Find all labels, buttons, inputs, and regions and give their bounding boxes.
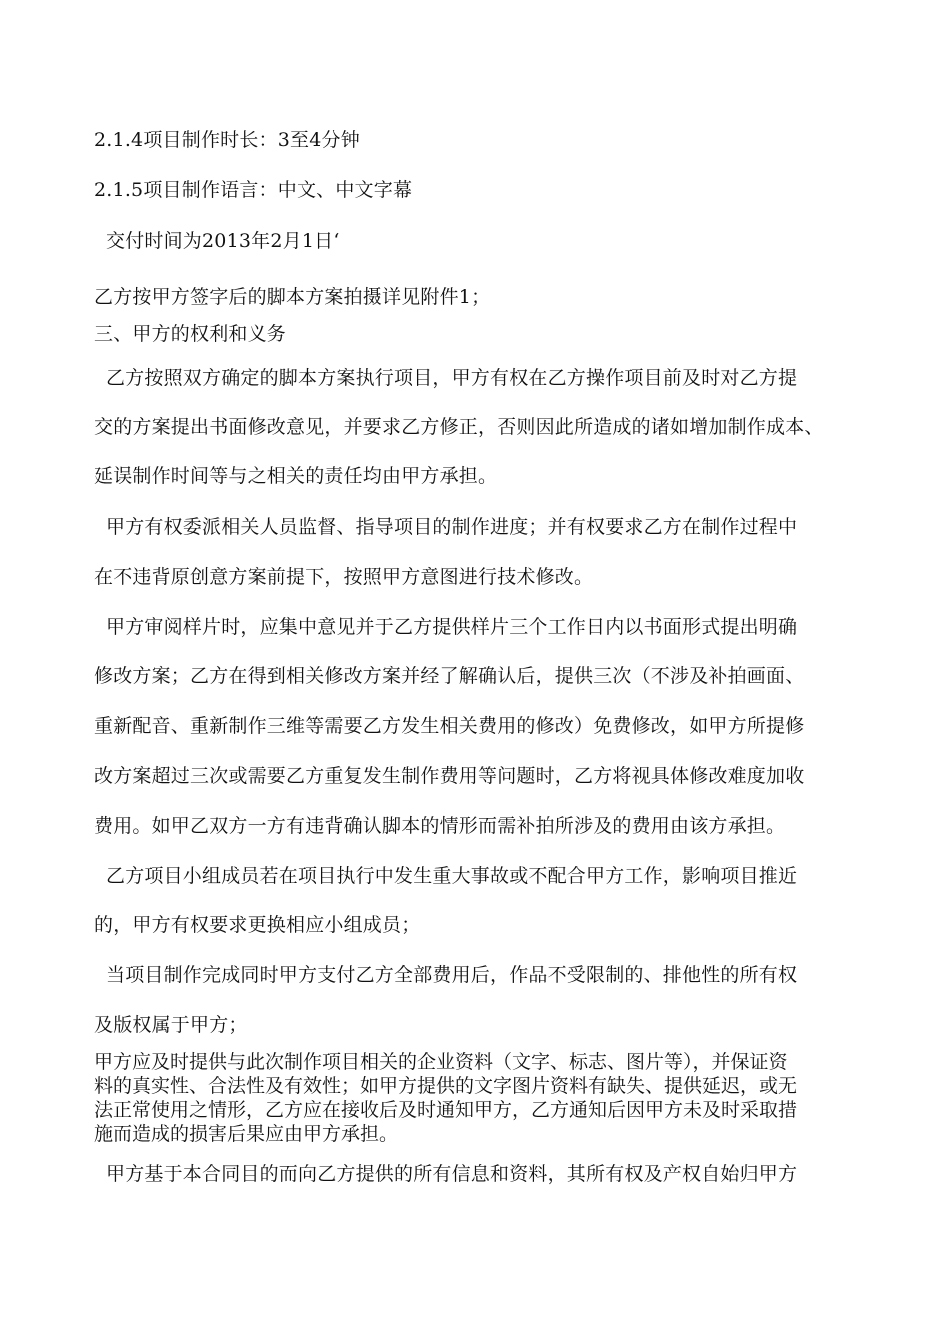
paragraph-line: 当项目制作完成同时甲方支付乙方全部费用后，作品不受限制的、排他性的所有权	[106, 964, 798, 986]
section-heading: 三、甲方的权利和义务	[94, 323, 287, 345]
text-line-language: 2.1.5项目制作语言：中文、中文字幕	[94, 179, 413, 201]
paragraph-line: 甲方有权委派相关人员监督、指导项目的制作进度；并有权要求乙方在制作过程中	[106, 516, 798, 538]
paragraph-line: 料的真实性、合法性及有效性；如甲方提供的文字图片资料有缺失、提供延迟，或无	[94, 1075, 798, 1097]
paragraph-line: 甲方应及时提供与此次制作项目相关的企业资料（文字、标志、图片等），并保证资	[94, 1051, 788, 1073]
paragraph-line: 法正常使用之情形，乙方应在接收后及时通知甲方，乙方通知后因甲方未及时采取措	[94, 1099, 798, 1121]
paragraph-line: 改方案超过三次或需要乙方重复发生制作费用等问题时，乙方将视具体修改难度加收	[94, 765, 805, 787]
paragraph-line: 施而造成的损害后果应由甲方承担。	[94, 1123, 399, 1145]
text-line-script: 乙方按甲方签字后的脚本方案拍摄详见附件1；	[94, 286, 491, 308]
text-line-duration: 2.1.4项目制作时长：3至4分钟	[94, 129, 360, 151]
paragraph-line: 修改方案；乙方在得到相关修改方案并经了解确认后，提供三次（不涉及补拍画面、	[94, 665, 805, 687]
paragraph-line: 的，甲方有权要求更换相应小组成员；	[94, 914, 421, 936]
paragraph-line: 费用。如甲乙双方一方有违背确认脚本的情形而需补拍所涉及的费用由该方承担。	[94, 815, 786, 837]
paragraph-line: 在不违背原创意方案前提下，按照甲方意图进行技术修改。	[94, 566, 594, 588]
paragraph-line: 延误制作时间等与之相关的责任均由甲方承担。	[94, 465, 498, 487]
paragraph-line: 甲方基于本合同目的而向乙方提供的所有信息和资料，其所有权及产权自始归甲方	[106, 1163, 798, 1185]
paragraph-line: 重新配音、重新制作三维等需要乙方发生相关费用的修改）免费修改，如甲方所提修	[94, 715, 805, 737]
paragraph-line: 及版权属于甲方；	[94, 1014, 248, 1036]
text-line-delivery: 交付时间为2013年2月1日‘	[106, 230, 340, 252]
paragraph-line: 甲方审阅样片时，应集中意见并于乙方提供样片三个工作日内以书面形式提出明确	[106, 616, 798, 638]
paragraph-line: 乙方项目小组成员若在项目执行中发生重大事故或不配合甲方工作，影响项目推近	[106, 865, 798, 887]
paragraph-line: 交的方案提出书面修改意见，并要求乙方修正，否则因此所造成的诸如增加制作成本、	[94, 416, 824, 438]
paragraph-line: 乙方按照双方确定的脚本方案执行项目，甲方有权在乙方操作项目前及时对乙方提	[106, 367, 798, 389]
